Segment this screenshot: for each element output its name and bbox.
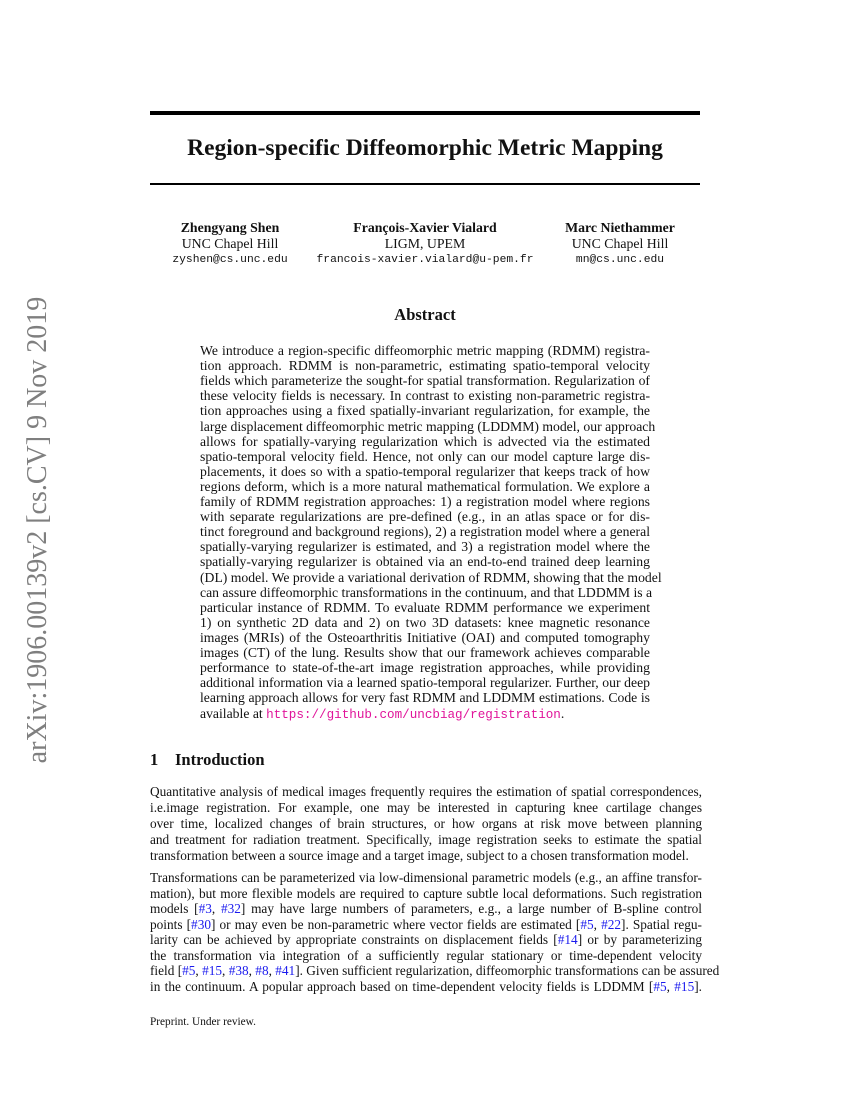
citation-link[interactable]: #8 [255,963,269,978]
abstract-line: We introduce a region-specific diffeomorphic metric mapping (RDMM) registra- [200,343,650,358]
abstract-line: can assure diffeomorphic transformations in the continuum, and that LDDMM is a [200,584,653,600]
text: ]. Given sufficient regularization, diffeomorphic transformations can be assured [295,963,720,978]
author-name: Zhengyang Shen [180,220,280,235]
text: , [211,901,221,916]
abstract-heading: Abstract [394,305,456,324]
text: Quantitative analysis of medical images frequently requires the estimation of spatial correspondences, [150,784,702,799]
abstract-line: tinct foreground and background regions), 2) a registration model where a general [200,524,650,540]
text: ] or may even be non-parametric where vector fields are estimated [ [211,916,581,932]
intro-line [150,800,702,816]
citation-link[interactable]: #15 [202,963,223,978]
text: , [593,916,602,932]
intro-line [150,932,702,948]
author-affiliation: UNC Chapel Hill [181,236,279,251]
text: ]. Spatial regu- [621,916,702,932]
author-email: zyshen@cs.unc.edu [172,254,288,266]
section-number: 1 [150,750,159,769]
citation-link[interactable]: #5 [182,963,196,978]
citation-link[interactable]: #22 [601,916,622,932]
text: and treatment for radiation treatment. Specifically, image registration seeks to estimate the spatial [150,831,702,847]
title-rule-bottom [150,183,700,185]
text: over time, localized changes of brain structures, or how organs at risk move between planning [150,815,702,831]
abstract-last-line [200,706,564,722]
text: larity can be achieved by appropriate constraints on displacement fields [ [150,932,558,947]
intro-line [150,963,720,979]
abstract-line: spatially-varying regularizer is estimated, and 3) a registration model where the [200,539,650,555]
abstract-line: spatially-varying regularizer is obtained via an end-to-end trained deep learning [200,554,650,570]
intro-line [150,917,702,933]
text: ] may have large numbers of parameters, e.g., a large number of B-spline control [240,901,703,916]
text: ] or by parameterizing [577,932,703,947]
author-block [305,220,545,268]
abstract-line: placements, it does so with a spatio-temporal regularizer that keeps track of how [200,463,650,479]
citation-link[interactable]: #41 [275,963,296,978]
text: transformation between a source image and a target image, subject to a chosen transformation model. [150,847,689,863]
intro-line [150,784,702,800]
citation-link[interactable]: #38 [228,963,249,978]
intro-line [150,948,702,964]
abstract-line: tion approach. RDMM is non-parametric, estimating spatio-temporal velocity [200,358,650,374]
text: mation), but more flexible models are required to capture subtle local deformations. Such registration [150,885,702,901]
abstract-line: tion approaches using a fixed spatially-invariant regularization, for example, the [200,403,650,419]
abstract-line: family of RDMM registration approaches: 1) a registration model where regions [200,494,650,509]
intro-line [150,870,702,886]
code-link[interactable]: https://github.com/uncbiag/registration [266,708,561,722]
text: i.e.image registration. For example, one may be interested in capturing knee cartilage changes [150,799,702,815]
section-heading [150,750,265,770]
text: the transformation via integration of a sufficiently regular stationary or time-dependent velocity [150,947,702,963]
citation-link[interactable]: #3 [198,901,212,916]
author-block [545,220,695,268]
text: , [222,963,229,978]
author-block [150,220,310,268]
author-name: Marc Niethammer [565,220,675,235]
footer-note: Preprint. Under review. [150,1016,256,1028]
abstract-line: allows for spatially-varying regularization which is advected via the estimated [200,433,650,449]
text: points [ [150,916,192,932]
text: , [666,978,675,994]
intro-line [150,832,702,848]
abstract-line: large displacement diffeomorphic metric mapping (LDDMM) model, our approach [200,418,656,434]
abstract-line: particular instance of RDMM. To evaluate RDMM performance we experiment [200,599,650,615]
author-affiliation: UNC Chapel Hill [571,236,669,251]
abstract-line: additional information via a learned spatio-temporal regularizer. Further, our deep [200,675,650,691]
title-rule-top [150,111,700,115]
text: . [560,706,565,721]
author-email: francois-xavier.vialard@u-pem.fr [316,254,534,266]
text: , [195,963,203,978]
text: in the continuum. A popular approach based on time-dependent velocity fields is LDDMM [ [150,978,654,994]
intro-line [150,979,702,995]
abstract-line: these velocity fields is necessary. In contrast to existing non-parametric registra- [200,388,650,404]
abstract-line: performance to state-of-the-art image registration approaches, while providing [200,660,650,676]
abstract-line: spatio-temporal velocity field. Hence, not only can our model capture large dis- [200,448,650,464]
citation-link[interactable]: #14 [557,932,578,947]
abstract-line: learning approach allows for very fast RDMM and LDDMM estimations. Code is [200,690,650,706]
text: field [ [150,963,183,978]
author-name: François-Xavier Vialard [353,220,497,235]
abstract-line: with separate regularizations are pre-defined (e.g., in an atlas space or for dis- [200,509,650,525]
abstract-line: 1) on synthetic 2D data and 2) on two 3D datasets: knee magnetic resonance [200,614,650,630]
citation-link[interactable]: #30 [191,916,211,932]
text: , [268,963,276,978]
section-title: Introduction [175,750,265,769]
abstract-line: images (CT) of the lung. Results show that our framework achieves comparable [200,645,650,660]
abstract-line: fields which parameterize the sought-for spatial transformation. Regularization of [200,373,650,389]
citation-link[interactable]: #15 [674,978,695,994]
text: Transformations can be parameterized via low-dimensional parametric models (e.g., an affine transfor- [150,870,702,885]
intro-line [150,886,702,902]
intro-line [150,848,702,864]
text: ]. [694,978,702,994]
abstract-line: images (MRIs) of the Osteoarthritis Initiative (OAI) and computed tomography [200,629,650,645]
paper-title: Region-specific Diffeomorphic Metric Mapping [187,135,663,161]
abstract-line: regions deform, which is a more natural mathematical formulation. We explore a [200,478,650,494]
author-affiliation: LIGM, UPEM [384,236,466,251]
intro-line [150,816,702,832]
author-email: mn@cs.unc.edu [575,254,665,266]
abstract-line: (DL) model. We provide a variational derivation of RDMM, showing that the model [200,569,662,585]
intro-line [150,901,702,917]
text: available at [200,706,267,721]
citation-link[interactable]: #32 [220,901,241,916]
citation-link[interactable]: #5 [580,916,594,932]
citation-link[interactable]: #5 [653,978,667,994]
text: models [ [150,901,199,916]
text: , [248,963,256,978]
arxiv-identifier: arXiv:1906.00139v2 [cs.CV] 9 Nov 2019 [22,296,53,764]
